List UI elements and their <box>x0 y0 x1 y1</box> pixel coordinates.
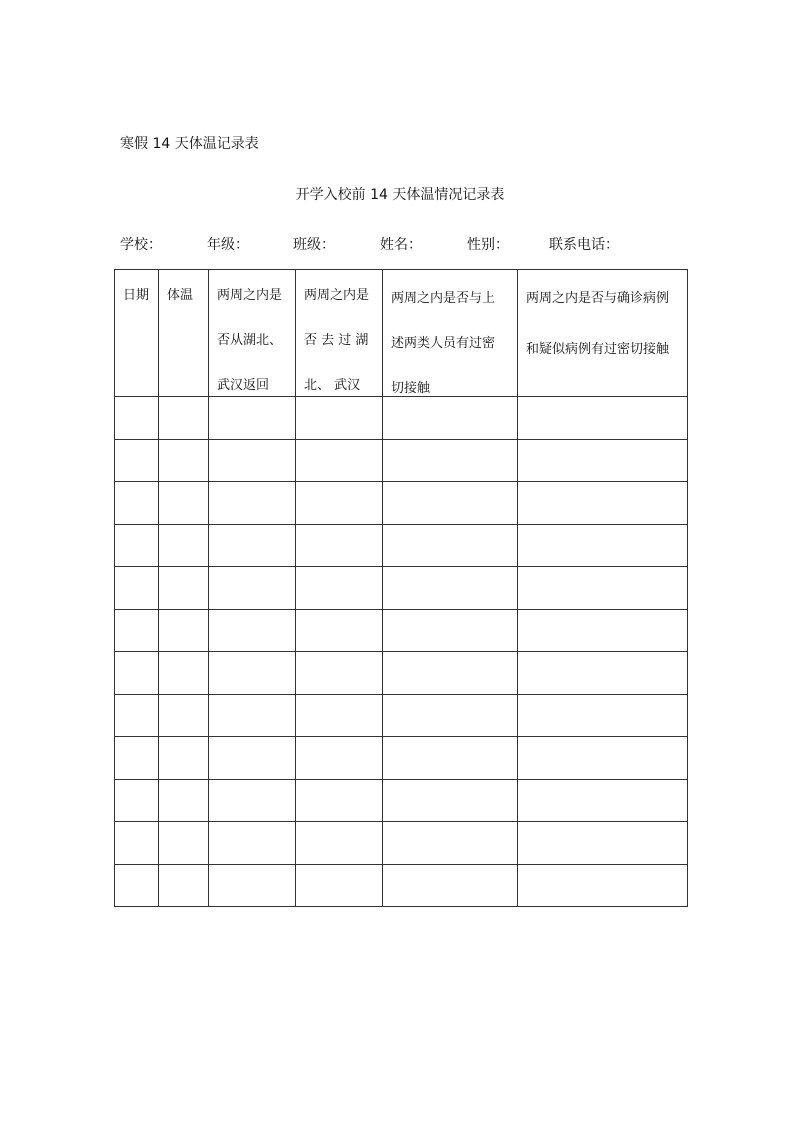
contact-above-cell[interactable] <box>383 652 518 695</box>
temperature-cell[interactable] <box>159 524 209 567</box>
hubei-visit-cell[interactable] <box>296 482 383 525</box>
table-row <box>115 652 688 695</box>
date-cell[interactable] <box>115 567 159 610</box>
table-row <box>115 567 688 610</box>
table-row <box>115 482 688 525</box>
header-text-line: 切接触 <box>391 381 431 396</box>
header-text-line: 和疑似病例有过密切接触 <box>526 342 670 357</box>
temperature-cell[interactable] <box>159 609 209 652</box>
hubei-return-cell[interactable] <box>209 694 296 737</box>
table-row <box>115 822 688 865</box>
contact-cases-cell[interactable] <box>518 779 688 822</box>
temperature-cell[interactable] <box>159 694 209 737</box>
gender-label: 性别： <box>467 237 509 253</box>
contact-cases-cell[interactable] <box>518 864 688 907</box>
header-contact-with-above <box>383 270 518 397</box>
hubei-return-cell[interactable] <box>209 609 296 652</box>
date-cell[interactable] <box>115 609 159 652</box>
table-row <box>115 737 688 780</box>
hubei-visit-cell[interactable] <box>296 694 383 737</box>
name-label: 姓名： <box>380 237 422 253</box>
contact-cases-cell[interactable] <box>518 609 688 652</box>
date-cell[interactable] <box>115 694 159 737</box>
form-title: 开学入校前 14 天体温情况记录表 <box>295 187 505 203</box>
table-row <box>115 524 688 567</box>
hubei-return-cell[interactable] <box>209 482 296 525</box>
class-label: 班级： <box>293 237 335 253</box>
table-row <box>115 694 688 737</box>
table-row <box>115 609 688 652</box>
contact-cases-cell[interactable] <box>518 567 688 610</box>
contact-cases-cell[interactable] <box>518 397 688 440</box>
contact-above-cell[interactable] <box>383 609 518 652</box>
header-text-line: 两周之内是 <box>304 288 370 303</box>
header-text-line: 两周之内是否与确诊病例 <box>526 291 670 306</box>
hubei-visit-cell[interactable] <box>296 567 383 610</box>
table-body <box>115 397 688 907</box>
grade-label: 年级： <box>207 237 249 253</box>
header-temperature <box>159 270 209 397</box>
table-row <box>115 864 688 907</box>
temperature-cell[interactable] <box>159 397 209 440</box>
contact-above-cell[interactable] <box>383 822 518 865</box>
header-text-line: 北、 武汉 <box>304 378 361 393</box>
contact-above-cell[interactable] <box>383 694 518 737</box>
temperature-cell[interactable] <box>159 652 209 695</box>
header-text-line: 两周之内是否与上 <box>391 291 496 306</box>
header-temperature-text: 体温 <box>167 288 194 303</box>
contact-cases-cell[interactable] <box>518 524 688 567</box>
header-date-text: 日期 <box>123 288 150 303</box>
hubei-return-cell[interactable] <box>209 737 296 780</box>
date-cell[interactable] <box>115 397 159 440</box>
hubei-visit-cell[interactable] <box>296 779 383 822</box>
hubei-return-cell[interactable] <box>209 864 296 907</box>
date-cell[interactable] <box>115 822 159 865</box>
header-text-line: 述两类人员有过密 <box>391 336 496 351</box>
hubei-visit-cell[interactable] <box>296 439 383 482</box>
date-cell[interactable] <box>115 652 159 695</box>
temperature-cell[interactable] <box>159 567 209 610</box>
header-text-line: 否 去 过 湖 <box>304 333 369 348</box>
table-header-row <box>115 270 688 397</box>
phone-label: 联系电话： <box>549 237 619 253</box>
hubei-return-cell[interactable] <box>209 822 296 865</box>
hubei-visit-cell[interactable] <box>296 864 383 907</box>
temperature-cell[interactable] <box>159 779 209 822</box>
hubei-return-cell[interactable] <box>209 567 296 610</box>
hubei-return-cell[interactable] <box>209 779 296 822</box>
contact-above-cell[interactable] <box>383 864 518 907</box>
header-text-line: 两周之内是 <box>217 288 283 303</box>
date-cell[interactable] <box>115 779 159 822</box>
date-cell[interactable] <box>115 439 159 482</box>
header-contact-with-cases <box>518 270 688 397</box>
table-row <box>115 779 688 822</box>
date-cell[interactable] <box>115 482 159 525</box>
temperature-cell[interactable] <box>159 822 209 865</box>
header-text-line: 武汉返回 <box>217 378 270 393</box>
date-cell[interactable] <box>115 737 159 780</box>
contact-above-cell[interactable] <box>383 567 518 610</box>
hubei-visit-cell[interactable] <box>296 524 383 567</box>
hubei-visit-cell[interactable] <box>296 737 383 780</box>
hubei-visit-cell[interactable] <box>296 609 383 652</box>
contact-cases-cell[interactable] <box>518 652 688 695</box>
hubei-return-cell[interactable] <box>209 524 296 567</box>
temperature-cell[interactable] <box>159 439 209 482</box>
school-label: 学校： <box>120 237 162 253</box>
header-visited-hubei <box>296 270 383 397</box>
contact-cases-cell[interactable] <box>518 694 688 737</box>
contact-cases-cell[interactable] <box>518 737 688 780</box>
header-text-line: 否从湖北、 <box>217 333 283 348</box>
hubei-visit-cell[interactable] <box>296 652 383 695</box>
document-title: 寒假 14 天体温记录表 <box>120 136 259 152</box>
date-cell[interactable] <box>115 524 159 567</box>
contact-above-cell[interactable] <box>383 524 518 567</box>
temperature-cell[interactable] <box>159 864 209 907</box>
contact-cases-cell[interactable] <box>518 482 688 525</box>
contact-cases-cell[interactable] <box>518 822 688 865</box>
temperature-cell[interactable] <box>159 482 209 525</box>
hubei-return-cell[interactable] <box>209 652 296 695</box>
hubei-visit-cell[interactable] <box>296 822 383 865</box>
table-row <box>115 439 688 482</box>
temperature-cell[interactable] <box>159 737 209 780</box>
contact-above-cell[interactable] <box>383 779 518 822</box>
contact-cases-cell[interactable] <box>518 439 688 482</box>
info-fields <box>0 234 800 254</box>
date-cell[interactable] <box>115 864 159 907</box>
header-returned-from-hubei <box>209 270 296 397</box>
contact-above-cell[interactable] <box>383 737 518 780</box>
hubei-return-cell[interactable] <box>209 439 296 482</box>
contact-above-cell[interactable] <box>383 482 518 525</box>
temperature-record-table <box>114 269 688 907</box>
contact-above-cell[interactable] <box>383 439 518 482</box>
header-date <box>115 270 159 397</box>
